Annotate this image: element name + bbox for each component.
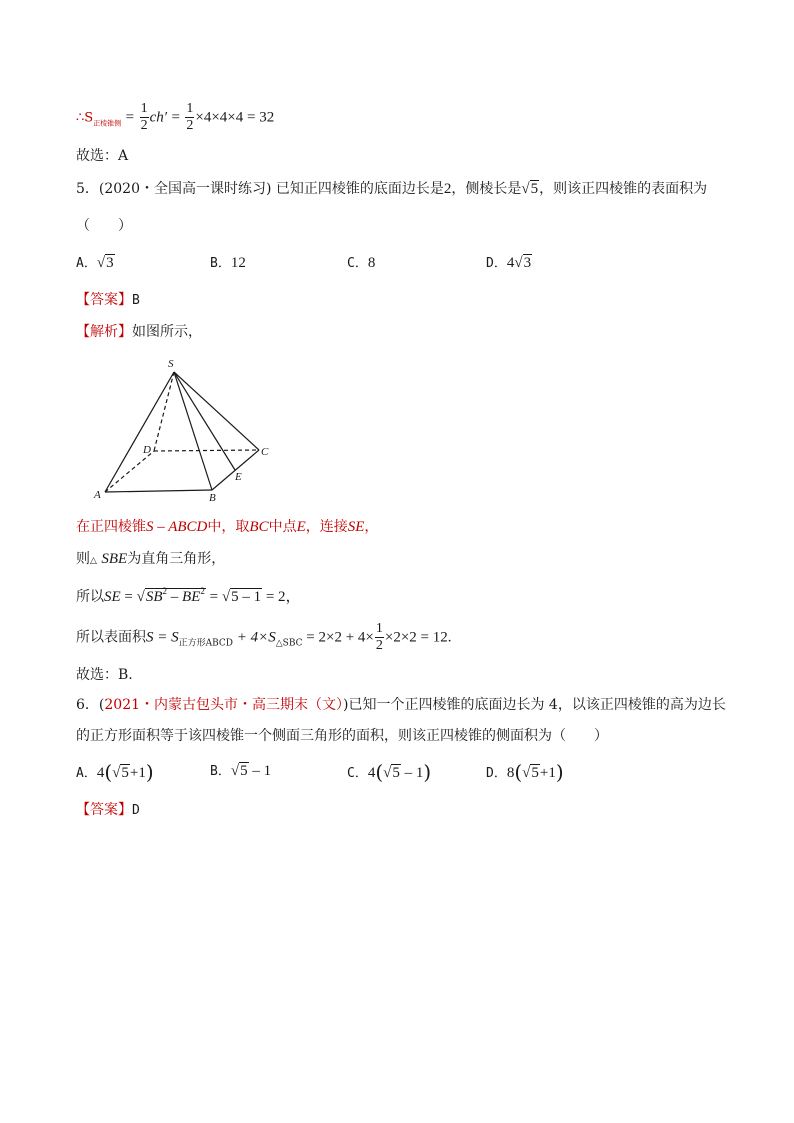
q5-paren: （ ）	[76, 218, 132, 234]
q5-option-c: C．8	[347, 255, 376, 271]
q5-answer: 【答案】B	[76, 292, 140, 308]
label-a: A	[94, 489, 101, 501]
q5-line4: 所以表面积$S = S_{正方形ABCD} + 4\times S_{\triangle SBC} = 2\times 2 + 4\times$ $\frac{1}{2}$ ×2×2 = 12.	[76, 621, 452, 653]
fraction-half: $\frac{1}{2}$	[140, 101, 148, 133]
q4-answer: 故选：A	[76, 148, 129, 164]
lateral-subscript: 正棱锥侧	[93, 119, 122, 128]
q6-option-d: D．8(√5+1)	[486, 760, 564, 784]
q5-lateral-sqrt: √5	[521, 181, 539, 197]
q5-line2: 则△ SBE为直角三角形，	[76, 551, 226, 567]
edge-sd	[154, 372, 174, 451]
eq-sign-2: =	[171, 109, 180, 126]
q6-option-a: A．4(√5+1)	[76, 760, 154, 784]
segment-se	[174, 372, 235, 470]
ch-term: ch′	[149, 109, 168, 126]
eq-sign: =	[125, 109, 135, 126]
q6-answer: 【答案】D	[76, 802, 140, 818]
q5-analysis: 【解析】如图所示，	[76, 324, 202, 340]
fraction-half-2: $\frac{1}{2}$	[186, 101, 194, 133]
q5-option-d: D．4√3	[486, 255, 532, 271]
q6-option-c: C．4(√5 – 1)	[347, 760, 432, 784]
edge-sa	[105, 372, 174, 492]
q5-option-a: A．√3	[76, 255, 114, 271]
q5-base-length: 2	[443, 181, 452, 197]
q5-stem-prefix: 5．(2020・全国高一课时练习) 已知正四棱锥的底面边长是	[76, 181, 444, 197]
label-c: C	[261, 446, 269, 458]
q5-option-b: B．12	[210, 255, 246, 271]
edge-dc	[154, 450, 259, 451]
q6-stem-line1: 6．(2021・内蒙古包头市・高三期末（文）)已知一个正四棱锥的底面边长为 4，以该正四棱锥的高为边长	[76, 697, 726, 713]
q5-stem	[76, 178, 707, 198]
q5-stem-mid: ，侧棱长是	[451, 181, 522, 197]
edge-bc	[212, 450, 259, 490]
label-d: D	[143, 444, 151, 456]
q5-line1: 在正四棱锥S – ABCD中，取BC中点E，连接SE，	[76, 519, 379, 535]
q5-choose: 故选：B.	[76, 667, 133, 683]
edge-ab	[105, 490, 212, 492]
q4-formula-line	[76, 102, 274, 133]
label-s: S	[168, 358, 174, 370]
pyramid-figure	[92, 354, 277, 502]
product-result: ×4×4×4 = 32	[195, 109, 275, 126]
q6-option-b: B．√5 – 1	[210, 763, 272, 779]
q6-source: 2021・内蒙古包头市・高三期末（文）	[104, 697, 344, 713]
q5-line3: 所以SE = $√SB^2 - BE^2 = √5 - 1 = 2$，	[76, 586, 301, 605]
label-b: B	[209, 492, 216, 502]
q6-stem-line2: 的正方形面积等于该四棱锥一个侧面三角形的面积，则该正四棱锥的侧面积为（ ）	[76, 728, 608, 744]
edge-ad	[105, 451, 154, 492]
label-e: E	[235, 471, 242, 483]
q5-stem-suffix: ，则该正四棱锥的表面积为	[539, 181, 708, 197]
therefore-s: ∴S	[76, 110, 94, 126]
